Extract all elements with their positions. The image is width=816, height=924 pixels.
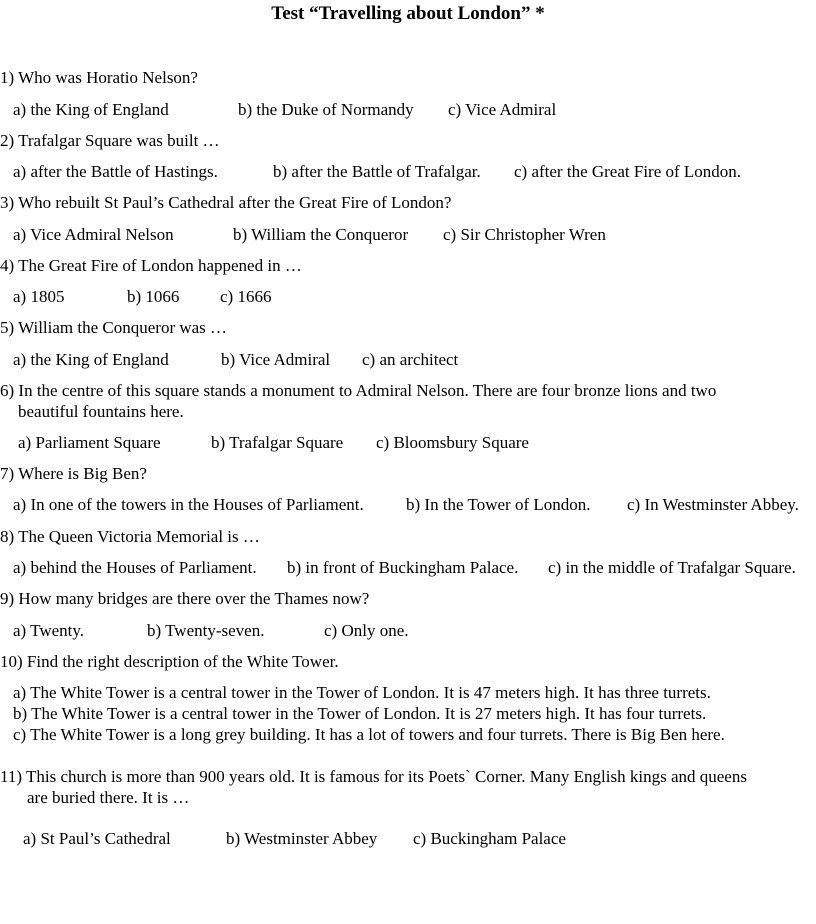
question-10-option-b: b) The White Tower is a central tower in the Tower of London. It is 27 meters high. It has four turrets. <box>13 704 707 723</box>
question-3-option-a: a) Vice Admiral Nelson <box>13 225 174 244</box>
question-4-option-b: b) 1066 <box>127 287 180 306</box>
question-2: 2) Trafalgar Square was built … <box>0 131 220 150</box>
question-7-option-b: b) In the Tower of London. <box>406 495 591 514</box>
question-6-option-b: b) Trafalgar Square <box>211 433 344 452</box>
question-9-option-c: c) Only one. <box>324 621 409 640</box>
question-5: 5) William the Conqueror was … <box>0 318 228 337</box>
question-9-option-b: b) Twenty-seven. <box>147 621 265 640</box>
question-10-option-c: c) The White Tower is a long grey building. It has a lot of towers and four turrets. There is Big Ben here. <box>13 725 725 744</box>
question-4-option-a: a) 1805 <box>13 287 65 306</box>
question-1: 1) Who was Horatio Nelson? <box>0 68 198 87</box>
document-title: Test “Travelling about London” * <box>271 3 545 24</box>
question-11-option-a: a) St Paul’s Cathedral <box>23 829 171 848</box>
question-7-option-a: a) In one of the towers in the Houses of Parliament. <box>13 495 364 514</box>
question-1-option-c: c) Vice Admiral <box>448 100 557 119</box>
question-9: 9) How many bridges are there over the Thames now? <box>0 589 370 608</box>
question-11: 11) This church is more than 900 years old. It is famous for its Poets` Corner. Many English kings and queens <box>0 767 747 786</box>
question-8-option-a: a) behind the Houses of Parliament. <box>13 558 257 577</box>
question-1-option-a: a) the King of England <box>13 100 169 119</box>
question-3-option-c: c) Sir Christopher Wren <box>443 225 606 244</box>
question-5-option-c: c) an architect <box>362 350 459 369</box>
question-4: 4) The Great Fire of London happened in … <box>0 256 302 275</box>
question-11-option-c: c) Buckingham Palace <box>413 829 566 848</box>
question-5-option-a: a) the King of England <box>13 350 169 369</box>
question-10: 10) Find the right description of the White Tower. <box>0 652 339 671</box>
question-4-option-c: c) 1666 <box>220 287 272 306</box>
question-8-option-b: b) in front of Buckingham Palace. <box>287 558 519 577</box>
question-6: 6) In the centre of this square stands a monument to Admiral Nelson. There are four bronze lions and two <box>0 381 717 400</box>
question-3: 3) Who rebuilt St Paul’s Cathedral after the Great Fire of London? <box>0 193 452 212</box>
question-8-option-c: c) in the middle of Trafalgar Square. <box>548 558 796 577</box>
question-1-option-b: b) the Duke of Normandy <box>238 100 414 119</box>
question-6-option-a: a) Parliament Square <box>18 433 161 452</box>
question-3-option-b: b) William the Conqueror <box>233 225 409 244</box>
question-11-option-b: b) Westminster Abbey <box>226 829 378 848</box>
question-6-continuation: beautiful fountains here. <box>18 402 184 421</box>
question-5-option-b: b) Vice Admiral <box>221 350 331 369</box>
question-2-option-c: c) after the Great Fire of London. <box>514 162 742 181</box>
question-2-option-b: b) after the Battle of Trafalgar. <box>273 162 481 181</box>
question-8: 8) The Queen Victoria Memorial is … <box>0 527 260 546</box>
question-7: 7) Where is Big Ben? <box>0 464 147 483</box>
question-10-option-a: a) The White Tower is a central tower in the Tower of London. It is 47 meters high. It has three turrets. <box>13 683 711 702</box>
question-7-option-c: c) In Westminster Abbey. <box>627 495 799 514</box>
question-2-option-a: a) after the Battle of Hastings. <box>13 162 218 181</box>
question-6-option-c: c) Bloomsbury Square <box>376 433 529 452</box>
question-9-option-a: a) Twenty. <box>13 621 85 640</box>
question-11-continuation: are buried there. It is … <box>27 788 190 807</box>
